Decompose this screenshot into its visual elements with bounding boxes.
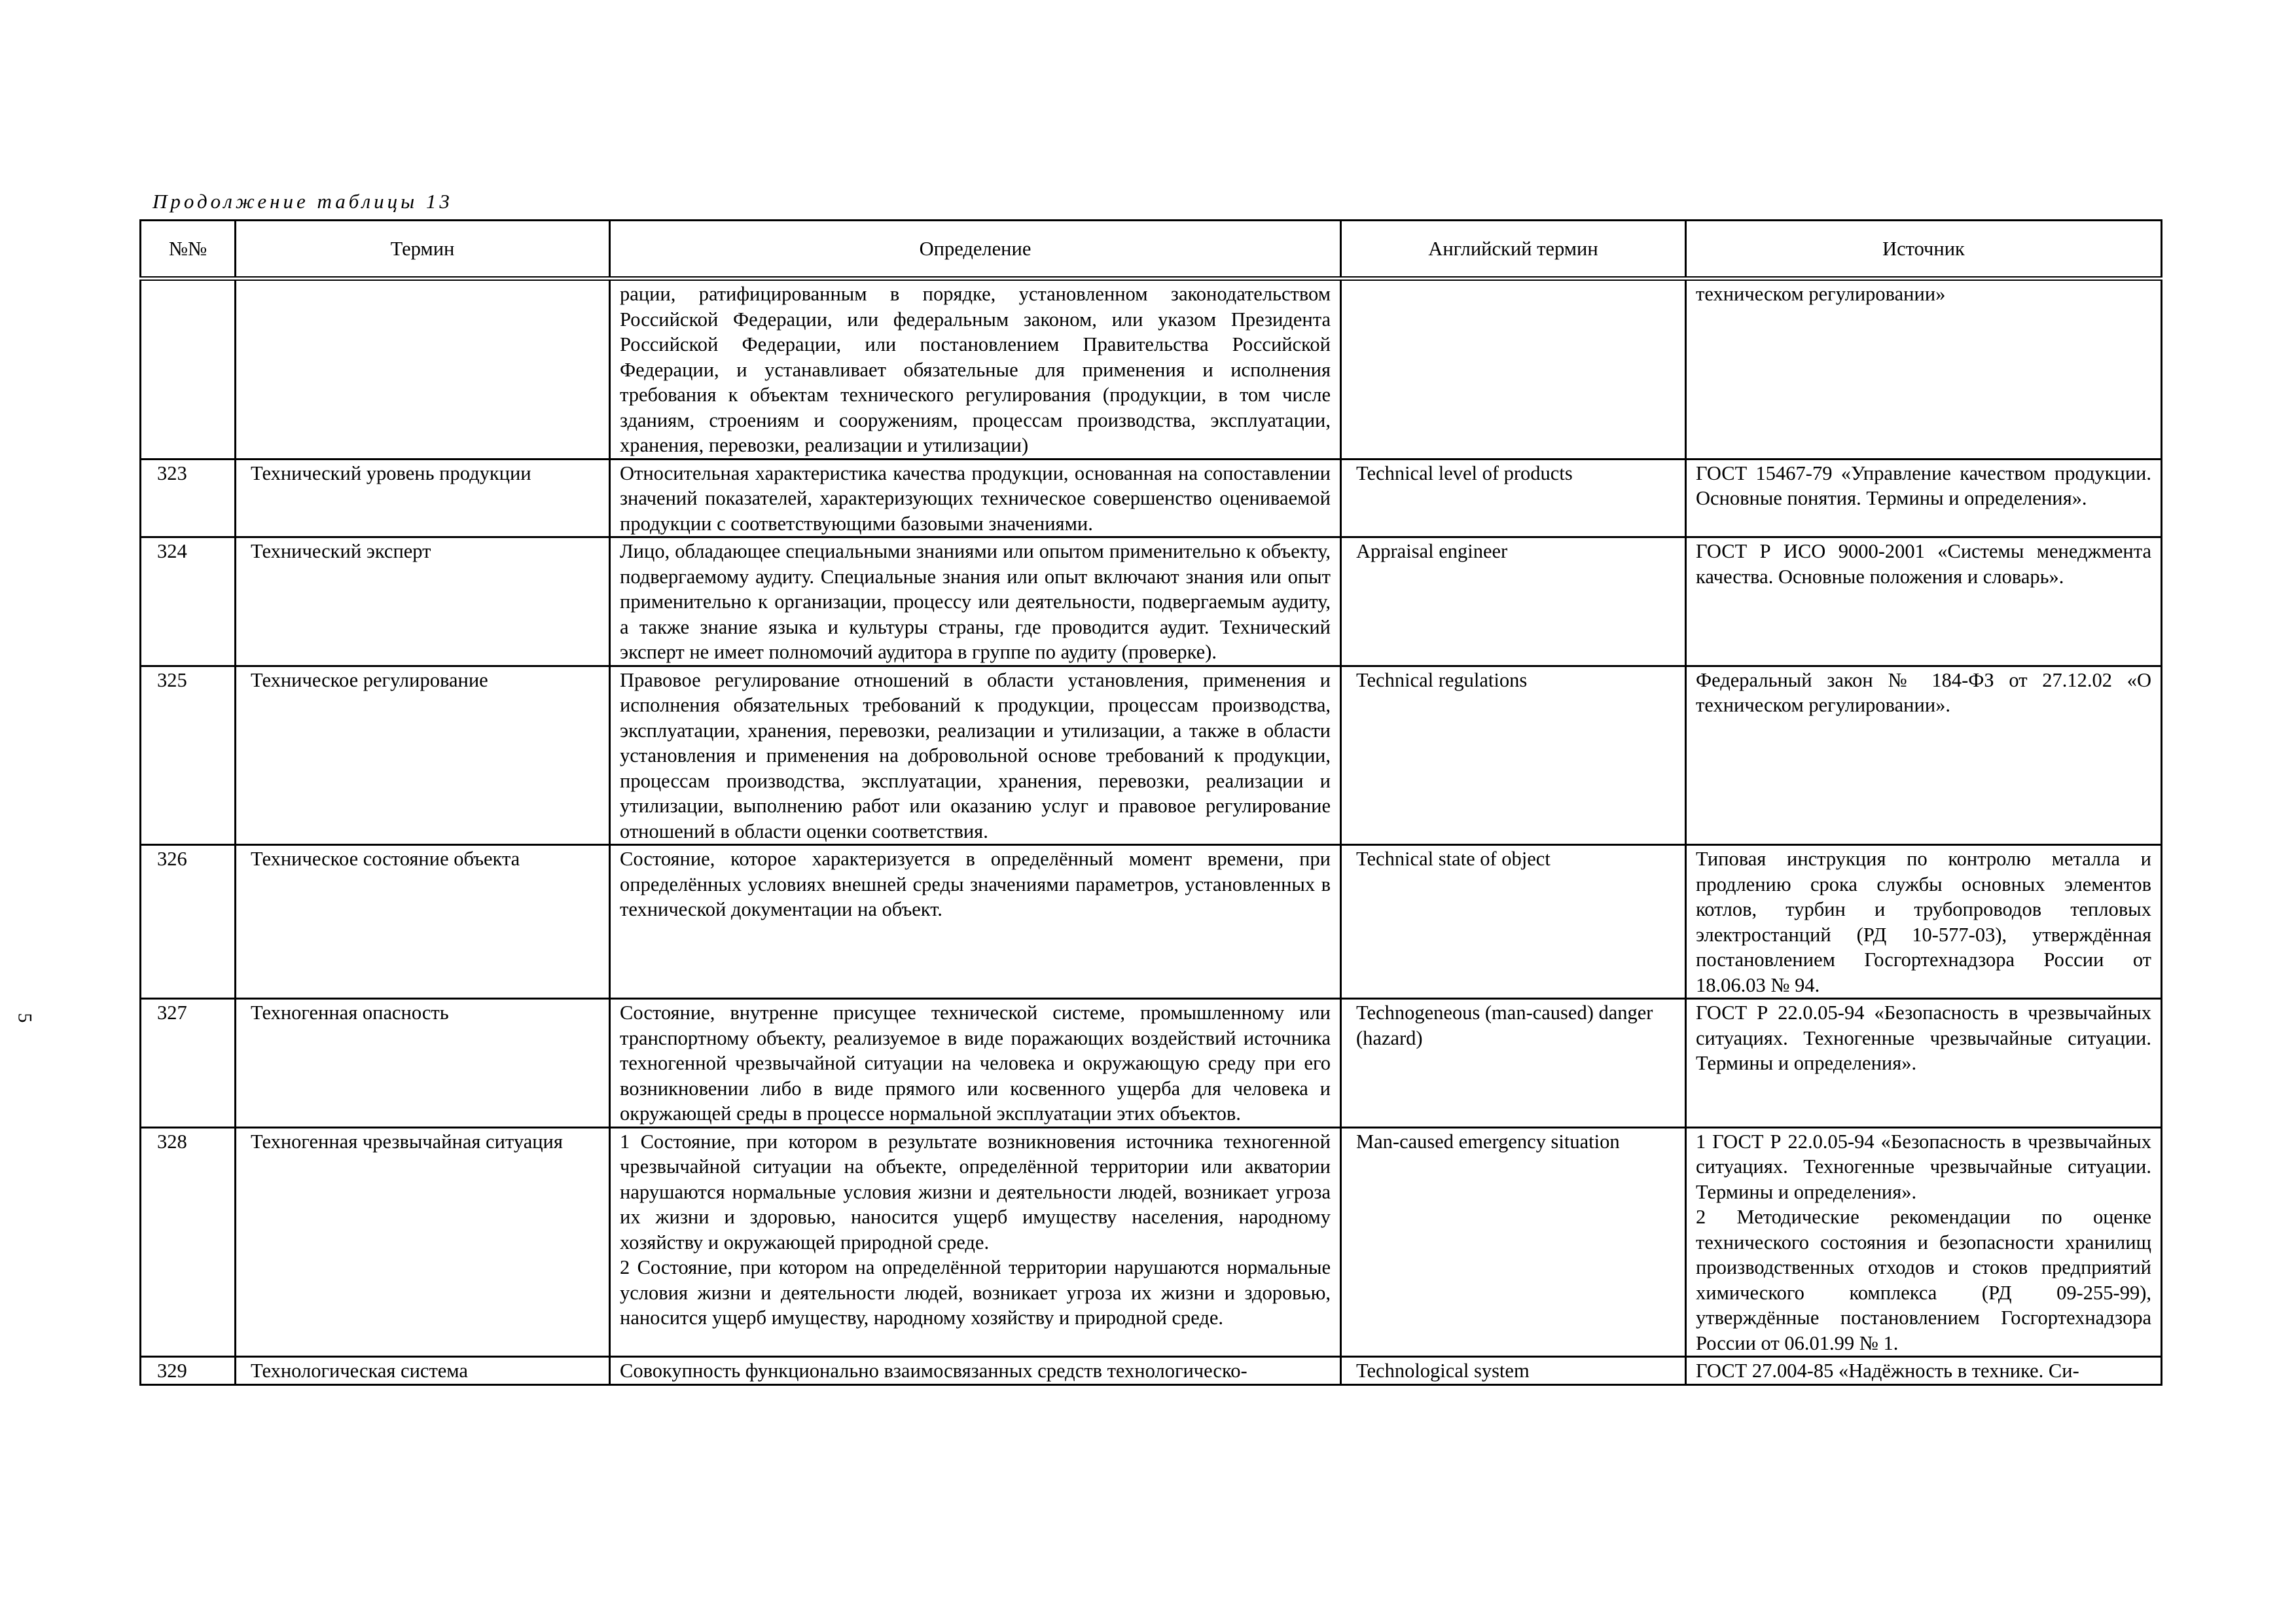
table-row xyxy=(141,537,2162,666)
row-term: Техническое регулирование xyxy=(236,666,610,845)
source-paragraph: 1 ГОСТ Р 22.0.05-94 «Безопасность в чрезвычайных ситуациях. Техногенные чрезвычайные ситуации. Термины и определения». xyxy=(1696,1130,2151,1203)
row-definition xyxy=(610,845,1341,999)
source-paragraph: ГОСТ Р 22.0.05-94 «Безопасность в чрезвычайных ситуациях. Техногенные чрезвычайные ситуации. Термины и определения». xyxy=(1696,1001,2151,1074)
header-english-term: Английский термин xyxy=(1341,221,1686,279)
table-row xyxy=(141,666,2162,845)
definition-paragraph: 2 Состояние, при котором на определённой территории нарушаются нормальные условия жизни и деятельности людей, возникает угроза их жизни и здоровью, наносится ущерб имуществу, народному хозяйству и природной среде. xyxy=(620,1256,1331,1329)
row-definition xyxy=(610,666,1341,845)
definition-paragraph: Относительная характеристика качества продукции, основанная на сопоставлении значений показателей, характеризующих техническое совершенство оцениваемой продукции с соответствующими базовыми значениями. xyxy=(620,461,1331,535)
row-number: 325 xyxy=(141,666,236,845)
row-number: 327 xyxy=(141,999,236,1128)
table-row xyxy=(141,459,2162,537)
row-number: 328 xyxy=(141,1127,236,1357)
header-number: №№ xyxy=(141,221,236,279)
row-term: Техногенная чрезвычайная ситуация xyxy=(236,1127,610,1357)
row-english-term: Appraisal engineer xyxy=(1341,537,1686,666)
definition-paragraph: Состояние, внутренне присущее технической системе, промышленному или транспортному объекту, реализуемое в виде поражающих воздействий источника техногенной чрезвычайной ситуации на человека и окружающую среду при его возникновении либо в виде прямого или косвенного ущерба для человека и окружающей среды в процессе нормальной эксплуатации этих объектов. xyxy=(620,1001,1331,1125)
row-term xyxy=(236,279,610,460)
source-paragraph: Типовая инструкция по контролю металла и продлению срока службы основных элементов котлов, турбин и трубопроводов тепловых электростанций (РД 10-577-03), утверждённая постановлением Госгортехнадзора России от 18.06.03 № 94. xyxy=(1696,848,2151,996)
row-term: Техногенная опасность xyxy=(236,999,610,1128)
row-term: Технический уровень продукции xyxy=(236,459,610,537)
definition-paragraph: Совокупность функционально взаимосвязанных средств технологическо- xyxy=(620,1360,1247,1382)
row-number: 323 xyxy=(141,459,236,537)
header-source: Источник xyxy=(1686,221,2162,279)
definition-paragraph: Правовое регулирование отношений в области установления, применения и исполнения обязательных требований к продукции, процессам производства, эксплуатации, хранения, перевозки, реализации и утилизации, а также в области установления и применения на добровольной основе требований к продукции, процессам производства, эксплуатации, хранения, перевозки, реализации и утилизации, выполнению работ или оказанию услуг и правовое регулирование отношений в области оценки соответствия. xyxy=(620,668,1331,842)
source-paragraph: ГОСТ Р ИСО 9000-2001 «Системы менеджмента качества. Основные положения и словарь». xyxy=(1696,540,2151,588)
source-paragraph: 2 Методические рекомендации по оценке технического состояния и безопасности хранилищ производственных отходов и стоков предприятий химического комплекса (РД 09-255-99), утверждённые постановлением Госгортехнадзора России от 06.01.99 № 1. xyxy=(1696,1206,2151,1354)
row-english-term xyxy=(1341,279,1686,460)
row-definition xyxy=(610,999,1341,1128)
row-english-term: Man-caused emergency situation xyxy=(1341,1127,1686,1357)
definition-paragraph: Состояние, которое характеризуется в определённый момент времени, при определённых условиях внешней среды значениями параметров, установленных в технической документации на объект. xyxy=(620,848,1331,920)
row-definition xyxy=(610,459,1341,537)
row-english-term: Technical level of products xyxy=(1341,459,1686,537)
row-source xyxy=(1686,666,2162,845)
row-term: Технический эксперт xyxy=(236,537,610,666)
row-definition xyxy=(610,279,1341,460)
definition-paragraph: рации, ратифицированным в порядке, установленном законодательством Российской Федерации, или федеральным законом, или указом Президента Российской Федерации, или постановлением Правительства Российской Федерации, и устанавливает обязательные для применения и исполнения требования к объектам технического регулирования (продукции, в том числе зданиям, строениям и сооружениям, процессам производства, эксплуатации, хранения, перевозки, реализации и утилизации) xyxy=(620,283,1331,456)
header-definition: Определение xyxy=(610,221,1341,279)
row-source xyxy=(1686,537,2162,666)
row-english-term: Technogeneous (man-caused) danger (hazard) xyxy=(1341,999,1686,1128)
row-number xyxy=(141,279,236,460)
row-source xyxy=(1686,1357,2162,1385)
terms-table xyxy=(139,219,2162,1386)
table-caption: Продолжение таблицы 13 xyxy=(152,190,453,213)
row-source xyxy=(1686,459,2162,537)
row-source xyxy=(1686,999,2162,1128)
row-source xyxy=(1686,1127,2162,1357)
table-row xyxy=(141,999,2162,1128)
row-term: Техническое состояние объекта xyxy=(236,845,610,999)
source-paragraph: техническом регулировании» xyxy=(1696,283,1946,305)
row-definition xyxy=(610,1127,1341,1357)
row-source xyxy=(1686,279,2162,460)
row-number: 329 xyxy=(141,1357,236,1385)
row-term: Технологическая система xyxy=(236,1357,610,1385)
source-paragraph: ГОСТ 15467-79 «Управление качеством продукции. Основные понятия. Термины и определения». xyxy=(1696,461,2151,509)
row-definition xyxy=(610,1357,1341,1385)
row-english-term: Technical regulations xyxy=(1341,666,1686,845)
row-source xyxy=(1686,845,2162,999)
table-header-row xyxy=(141,221,2162,279)
definition-paragraph: 1 Состояние, при котором в результате возникновения источника техногенной чрезвычайной ситуации на объекте, определённой территории или акватории нарушаются нормальные условия жизни и деятельности людей, возникает угроза их жизни и здоровью, наносится ущерб имуществу населения, народному хозяйству и окружающей природной среде. xyxy=(620,1130,1331,1254)
source-paragraph: Федеральный закон № 184-ФЗ от 27.12.02 «О техническом регулировании». xyxy=(1696,668,2151,716)
page-number: 5 xyxy=(14,1013,36,1023)
table-row xyxy=(141,845,2162,999)
row-definition xyxy=(610,537,1341,666)
header-term: Термин xyxy=(236,221,610,279)
table-row xyxy=(141,1127,2162,1357)
table-row xyxy=(141,279,2162,460)
definition-paragraph: Лицо, обладающее специальными знаниями или опытом применительно к объекту, подвергаемому аудиту. Специальные знания или опыт включают знания или опыт применительно к организации, процессу или деятельности, подвергаемым аудиту, а также знание языка и культуры страны, где проводится аудит. Технический эксперт не имеет полномочий аудитора в группе по аудиту (проверке). xyxy=(620,540,1331,663)
source-paragraph: ГОСТ 27.004-85 «Надёжность в технике. Си- xyxy=(1696,1360,2079,1382)
row-number: 326 xyxy=(141,845,236,999)
table-row xyxy=(141,1357,2162,1385)
row-number: 324 xyxy=(141,537,236,666)
row-english-term: Technological system xyxy=(1341,1357,1686,1385)
row-english-term: Technical state of object xyxy=(1341,845,1686,999)
